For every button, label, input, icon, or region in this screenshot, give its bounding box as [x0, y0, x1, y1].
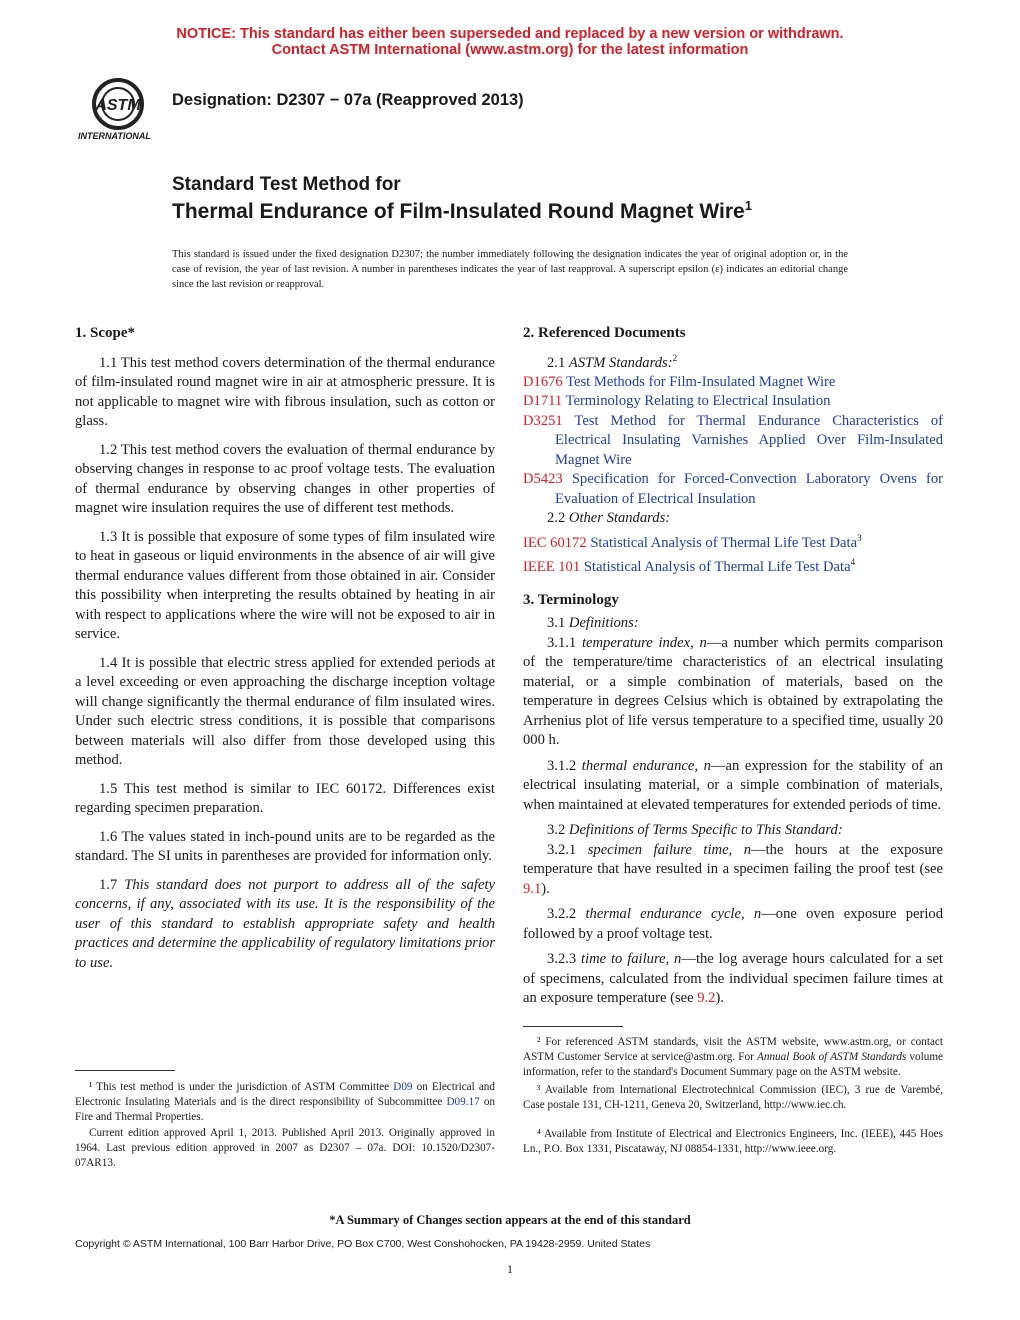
def-3-2-3: 3.2.3 time to failure, n—the log average hours calculated for a set of specimens, calculated from the individual specimen failure times at an exposure temperature (see 9.2). [523, 951, 943, 1007]
other-ref-sup: 4 [850, 557, 856, 568]
other-ref-item [523, 529, 943, 553]
footnote-1 [75, 1080, 495, 1171]
summary-note: *A Summary of Changes section appears at the end of this standard [329, 1213, 691, 1227]
para-1-7 [75, 876, 495, 974]
notice-line-2: Contact ASTM International (www.astm.org) for the latest information [271, 42, 749, 58]
other-ref-title[interactable]: Statistical Analysis of Thermal Life Test Data [583, 559, 851, 576]
other-ref-sup: 3 [857, 532, 862, 543]
refs-other-label: 2.2 Other Standards: [547, 510, 671, 527]
ref-title[interactable]: Terminology Relating to Electrical Insulation [565, 393, 831, 410]
other-ref-item [523, 553, 943, 577]
para-1-5: 1.5 This test method is similar to IEC 60172. Differences exist regarding specimen preparation. [75, 780, 495, 816]
link-9-2[interactable]: 9.2 [697, 990, 716, 1007]
title-line-2 [172, 198, 752, 224]
ref-title[interactable]: Test Method for Thermal Endurance Characteristics of Electrical Insulating Varnishes Applied Over Film-Insulated Magnet Wire [555, 412, 943, 468]
ref-item [523, 470, 943, 509]
ref-code[interactable]: D1676 [523, 373, 563, 390]
def-3-1: 3.1 Definitions: [547, 615, 639, 632]
fn1-b: on Electrical and Electronic Insulating Materials and is the direct responsibility of Subcommittee [75, 1081, 495, 1109]
right-column [523, 324, 943, 1009]
ref-item [523, 392, 943, 412]
terminology-heading: 3. Terminology [523, 591, 619, 608]
refs-heading: 2. Referenced Documents [523, 325, 686, 341]
fn1-a: ¹ This test method is under the jurisdiction of ASTM Committee [89, 1081, 390, 1093]
ref-code[interactable]: D3251 [523, 412, 563, 429]
title-line-1: Standard Test Method for [172, 174, 401, 195]
intro-paragraph: This standard is issued under the fixed designation D2307; the number immediately following the designation indicates the year of original adoption or, in the case of revision, the year of last revision. A number in parentheses indicates the year of last reapproval. A superscript epsilon (ε) indicates an editorial change since the last revision or reapproval. [172, 249, 848, 291]
copyright: Copyright © ASTM International, 100 Barr Harbor Drive, PO Box C700, West Conshohocken, PA 19428-2959. United States [75, 1238, 651, 1250]
def-3-1-2: 3.1.2 thermal endurance, n—an expression for the stability of an electrical insulating material, or a simple combination of materials, when maintained at elevated temperatures for extended periods of time. [523, 757, 943, 813]
def-3-1-1: 3.1.1 temperature index, n—a number which permits comparison of the temperature/time characteristics of an electrical insulating material, or a simple combination of materials, based on the temperature in degrees Celsius which is obtained by extrapolating the Arrhenius plot of life versus temperature to a specified time, usually 20 000 h. [523, 634, 943, 749]
other-ref-code[interactable]: IEEE 101 [523, 559, 581, 576]
ref-item [523, 412, 943, 471]
footnote-rule-right [523, 1026, 623, 1027]
left-column [75, 324, 495, 973]
other-ref-code[interactable]: IEC 60172 [523, 534, 587, 551]
scope-heading: 1. Scope* [75, 325, 135, 341]
def-3-2-2: 3.2.2 thermal endurance cycle, n—one oven exposure period followed by a proof voltage test. [523, 906, 943, 942]
para-1-7-num: 1.7 [99, 876, 118, 893]
fn1-link-d0917[interactable]: D09.17 [446, 1096, 480, 1109]
ref-title[interactable]: Specification for Forced-Convection Laboratory Ovens for Evaluation of Electrical Insulation [555, 471, 943, 507]
def-3-2: 3.2 Definitions of Terms Specific to This Standard: [547, 822, 843, 839]
astm-logo [74, 74, 162, 144]
footnote-4: ⁴ Available from Institute of Electrical and Electronics Engineers, Inc. (IEEE), 445 Hoes Ln., P.O. Box 1331, Piscataway, NJ 08854-1331, http://www.ieee.org. [523, 1128, 943, 1156]
fn1-link-d09[interactable]: D09 [393, 1081, 413, 1093]
astm-ref-list [523, 373, 943, 510]
refs-astm-label: 2.1 ASTM Standards:$^2$ [547, 352, 678, 371]
fn1-d: Current edition approved April 1, 2013. Published April 2013. Originally approved in 1964. Last previous edition approved in 2007 as D2307 – 07a. DOI: 10.1520/D2307-07AR13. [75, 1126, 495, 1170]
page-number: 1 [507, 1262, 513, 1276]
para-1-1: 1.1 This test method covers determination of the thermal endurance of film-insulated round magnet wire in air at atmospheric pressure. It is not applicable to magnet wire with fibrous insulation, such as cotton or glass. [75, 354, 495, 429]
ref-title[interactable]: Test Methods for Film-Insulated Magnet Wire [566, 373, 836, 390]
other-ref-list [523, 529, 943, 578]
other-ref-title[interactable]: Statistical Analysis of Thermal Life Test Data [590, 534, 858, 551]
footnote-3: ³ Available from International Electrotechnical Commission (IEC), 3 rue de Varembé, Case postale 131, CH-1211, Geneva 20, Switzerland, http://www.iec.ch. [523, 1083, 943, 1111]
footnote-rule-left [75, 1070, 175, 1071]
title-footnote-ref: 1 [744, 198, 752, 213]
fn1-c: on Fire and Thermal Properties. [75, 1096, 495, 1124]
footnotes-right [523, 1035, 943, 1157]
para-1-2: 1.2 This test method covers the evaluation of thermal endurance by observing changes in response to ac proof voltage tests. The evaluation of thermal endurance by observing changes in other properties of magnet wire insulation requires the use of different test methods. [75, 441, 495, 516]
notice-line-1: NOTICE: This standard has either been superseded and replaced by a new version or withdrawn. [176, 26, 844, 42]
logo-text: INTERNATIONAL [78, 131, 151, 141]
ref-code[interactable]: D5423 [523, 471, 563, 488]
designation: Designation: D2307 − 07a (Reapproved 2013) [172, 91, 524, 109]
ref-item [523, 373, 943, 393]
footnote-2: ² For referenced ASTM standards, visit the ASTM website, www.astm.org, or contact ASTM Customer Service at service@astm.org. For Annual Book of ASTM Standards volume information, refer to the standard's Document Summary page on the ASTM website. [523, 1036, 943, 1079]
para-1-7-text: This standard does not purport to address all of the safety concerns, if any, associated with its use. It is the responsibility of the user of this standard to establish appropriate safety and health practices and determine the applicability of regulatory limitations prior to use. [75, 876, 495, 971]
para-1-3: 1.3 It is possible that exposure of some types of film insulated wire to heat in gaseous or liquid environments in the absence of air will give thermal endurance values different from those obtained in air. Consider this possibility when interpreting the results obtained by heating in air with respect to applications where the wire will not be exposed to air in service. [75, 528, 495, 642]
svg-text:ASTM: ASTM [95, 97, 141, 114]
def-3-2-1: 3.2.1 specimen failure time, n—the hours at the exposure temperature that have resulted in a specimen failing the proof test (see 9.1). [523, 841, 943, 897]
link-9-1[interactable]: 9.1 [523, 880, 542, 897]
para-1-6: 1.6 The values stated in inch-pound units are to be regarded as the standard. The SI units in parentheses are provided for information only. [75, 828, 495, 864]
title-text: Thermal Endurance of Film-Insulated Round Magnet Wire [172, 200, 745, 223]
para-1-4: 1.4 It is possible that electric stress applied for extended periods at a level exceeding or even approaching the discharge inception voltage will change significantly the thermal endurance of film insulated wires. Under such electric stress conditions, it is possible that comparisons between materials will also differ from those developed using this method. [75, 654, 495, 768]
ref-code[interactable]: D1711 [523, 393, 563, 410]
